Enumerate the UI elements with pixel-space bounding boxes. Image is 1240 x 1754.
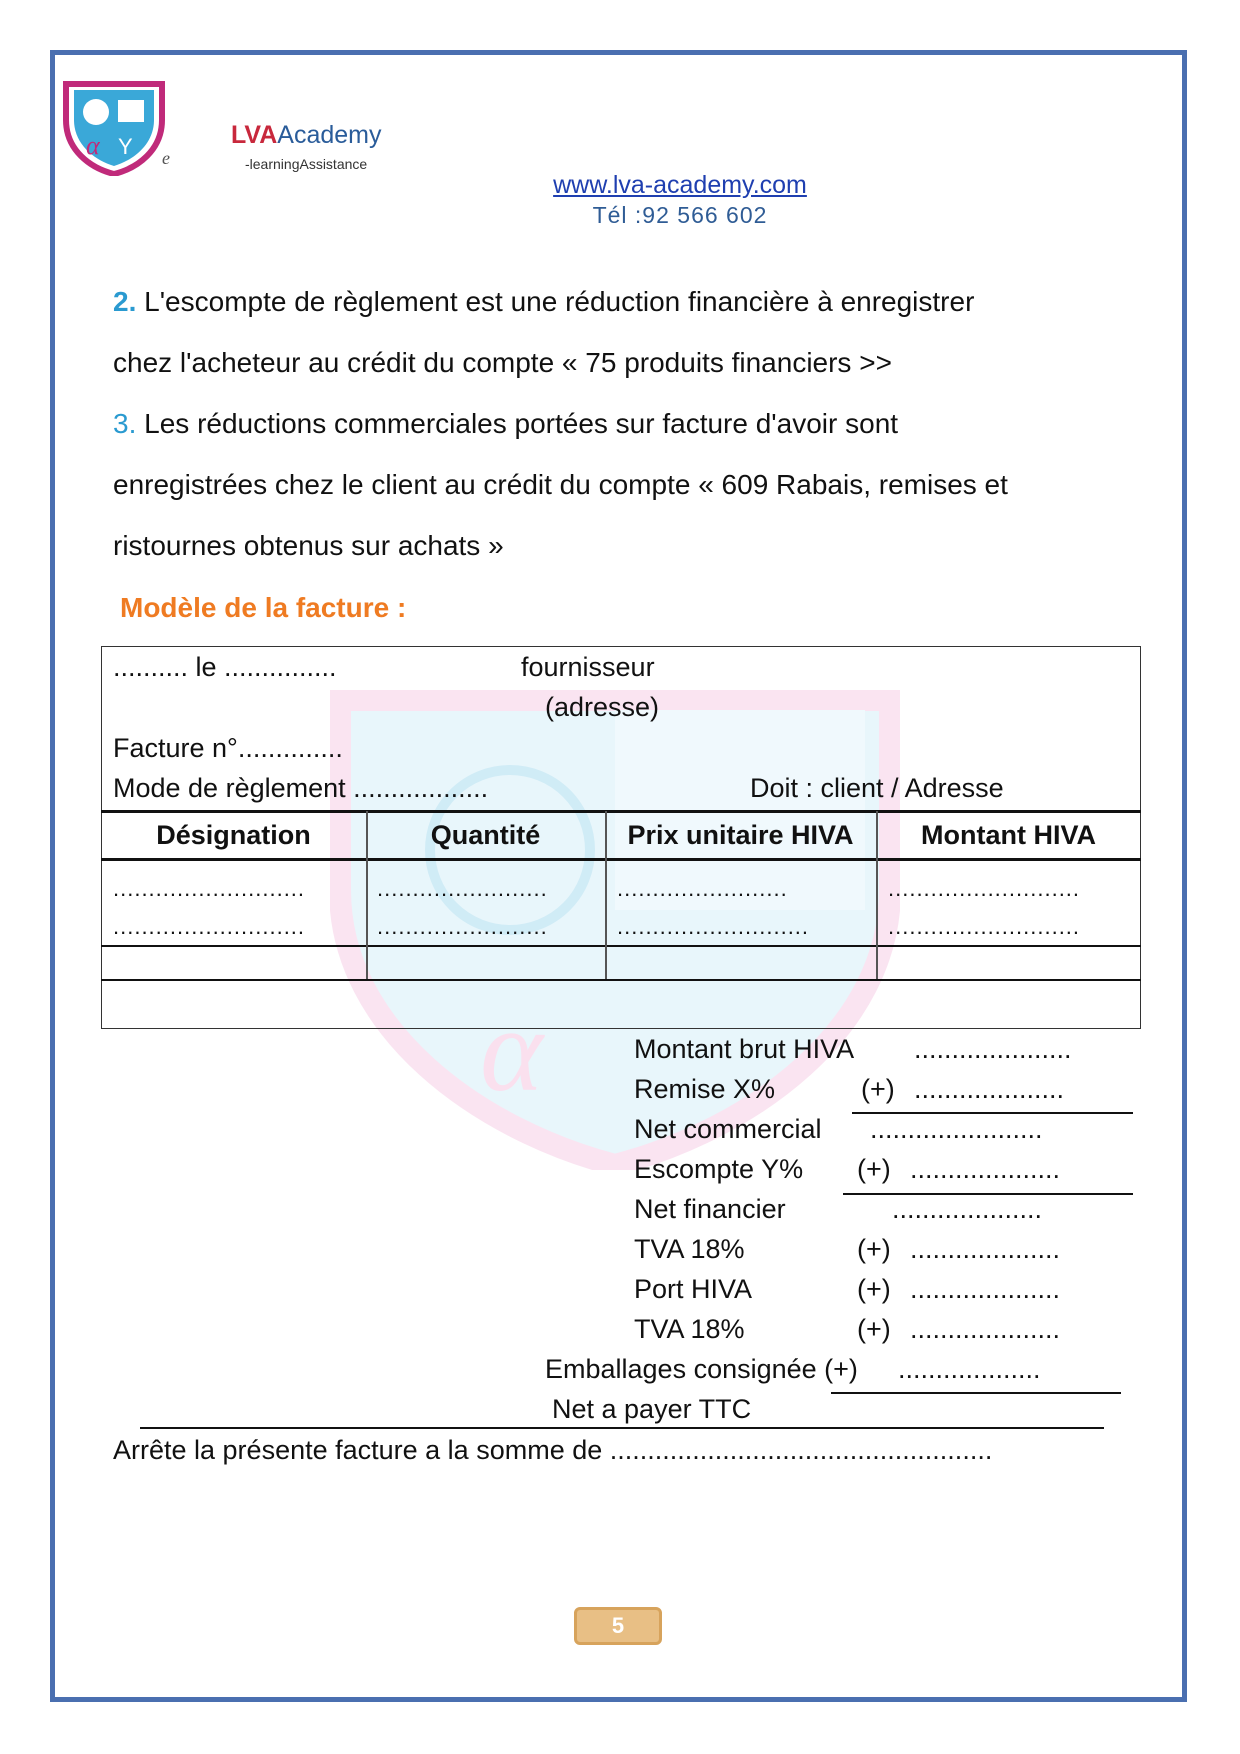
svg-text:Y: Y: [118, 134, 133, 159]
page-number: 5: [574, 1607, 662, 1645]
summary-sign: (+): [861, 1074, 895, 1104]
summary-port: Port HIVA: [634, 1274, 753, 1304]
summary-final-rule: [140, 1427, 1104, 1429]
summary-value: ....................: [910, 1274, 1061, 1304]
summary-value: ....................: [910, 1154, 1061, 1184]
table-bottom-rule: [101, 979, 1141, 981]
website-link[interactable]: www.lva-academy.com: [553, 171, 807, 199]
table-cell: ........................: [377, 914, 548, 939]
brand-e: e: [162, 148, 170, 168]
brand-academy: Academy: [277, 121, 382, 149]
table-cell: ...........................: [113, 914, 306, 939]
summary-sign: (+): [857, 1154, 891, 1184]
svg-text:α: α: [480, 983, 543, 1116]
summary-value: ....................: [892, 1194, 1043, 1224]
summary-net-a-payer: Net a payer TTC: [552, 1394, 752, 1424]
paragraph-2-line-2: chez l'acheteur au crédit du compte « 75 produits financiers >>: [113, 347, 892, 378]
item-number-3: 3.: [113, 408, 137, 439]
summary-sign: (+): [857, 1234, 891, 1264]
column-header-quantite: Quantité: [430, 820, 541, 850]
table-header-rule: [101, 858, 1141, 861]
summary-sign: (+): [857, 1274, 891, 1304]
table-cell: ...........................: [617, 914, 810, 939]
svg-text:α: α: [86, 131, 100, 160]
table-cell: ...........................: [113, 876, 306, 901]
summary-remise: Remise X%: [634, 1074, 776, 1104]
summary-montant-brut: Montant brut HIVA: [634, 1034, 855, 1064]
paragraph-text: Les réductions commerciales portées sur facture d'avoir sont: [136, 408, 899, 439]
summary-net-financier: Net financier: [634, 1194, 786, 1224]
paragraph-3-line-3: ristournes obtenus sur achats »: [113, 530, 504, 561]
table-cell: ........................: [377, 876, 548, 901]
summary-escompte: Escompte Y%: [634, 1154, 804, 1184]
summary-emballages: Emballages consignée (+): [545, 1354, 858, 1384]
summary-net-commercial: Net commercial: [634, 1114, 822, 1144]
column-header-montant: Montant HIVA: [921, 820, 1096, 850]
paragraph-2-line-1: [113, 287, 974, 317]
invoice-supplier-address: (adresse): [545, 692, 660, 722]
table-cell: ...........................: [888, 914, 1081, 939]
paragraph-3-line-2: enregistrées chez le client au crédit du compte « 609 Rabais, remises et: [113, 469, 1008, 500]
summary-value: ...................: [898, 1354, 1041, 1384]
invoice-payment-mode: Mode de règlement ..................: [113, 773, 489, 803]
table-cell: ...........................: [888, 876, 1081, 901]
item-number-2: 2.: [113, 286, 137, 317]
table-row-rule: [101, 945, 1141, 947]
brand-name: [231, 121, 382, 150]
summary-sign: (+): [857, 1314, 891, 1344]
section-title: Modèle de la facture :: [120, 592, 407, 623]
summary-value: .....................: [914, 1034, 1072, 1064]
summary-value: ....................: [910, 1234, 1061, 1264]
phone-number: Tél :92 566 602: [592, 202, 768, 228]
table-cell: ........................: [617, 876, 788, 901]
summary-rule: [831, 1392, 1121, 1394]
invoice-date: .......... le ...............: [113, 652, 337, 682]
invoice-supplier: fournisseur: [521, 652, 655, 682]
summary-value: ....................: [914, 1074, 1065, 1104]
summary-arrete: Arrête la présente facture a la somme de ...................................................: [113, 1435, 993, 1465]
summary-value: ....................: [910, 1314, 1061, 1344]
paragraph-3-line-1: [113, 409, 898, 439]
brand-lva: LVA: [231, 121, 278, 149]
paragraph-text: L'escompte de règlement est une réduction financière à enregistrer: [136, 286, 975, 317]
invoice-client: Doit : client / Adresse: [750, 773, 1004, 803]
summary-value: .......................: [870, 1114, 1043, 1144]
column-header-designation: Désignation: [156, 820, 311, 850]
brand-subtitle: -learningAssistance: [245, 156, 368, 172]
lva-shield-logo: [58, 80, 170, 176]
table-top-rule: [101, 810, 1141, 813]
invoice-number: Facture n°..............: [113, 733, 343, 763]
column-header-prix-unitaire: Prix unitaire HIVA: [627, 820, 854, 850]
summary-tva-2: TVA 18%: [634, 1314, 745, 1344]
summary-tva-1: TVA 18%: [634, 1234, 745, 1264]
